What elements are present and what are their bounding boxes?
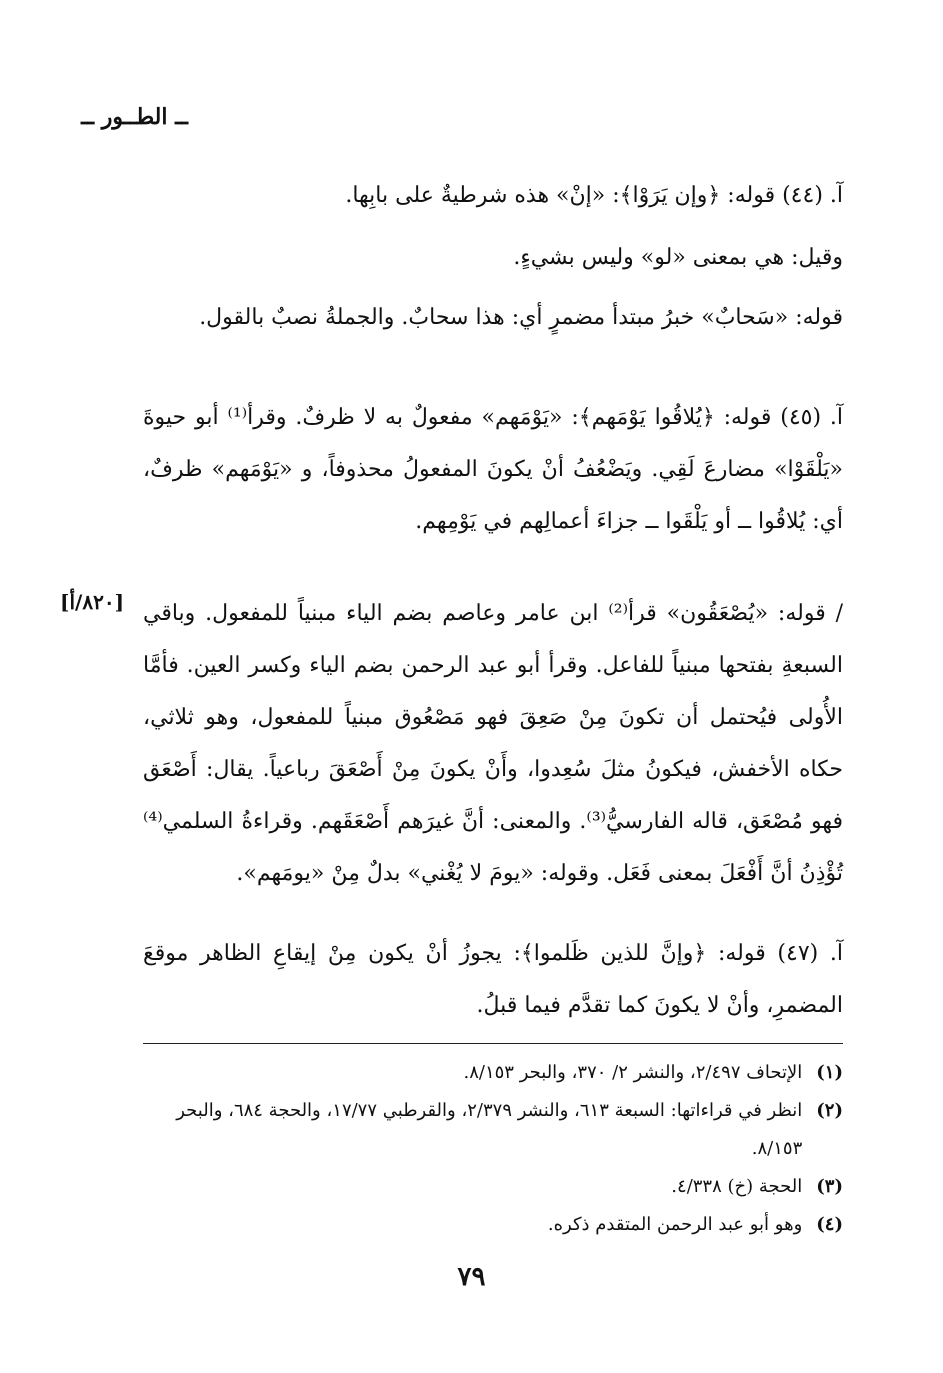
- footnote-text: الحجة (خ) ٤/٣٣٨.: [671, 1176, 803, 1197]
- footnote-text: وهو أبو عبد الرحمن المتقدم ذكره.: [547, 1214, 803, 1235]
- manuscript-folio-ref: [٨٢٠/أ]: [60, 590, 125, 614]
- footnote-text: الإتحاف ٢/٤٩٧، والنشر ٢/ ٣٧٠، والبحر ٨/١٥٣.: [463, 1062, 803, 1083]
- paragraph-text: آ. (٤٥) قوله: ﴿يُلاقُوا يَوْمَهم﴾: «يَوْمَهم» مفعولٌ به لا ظرفٌ. وقرأ⁽¹⁾ أبو حيوةَ «يَلْقَوْا» مضارعَ لَقِي. ويَضْعُفُ أنْ يكونَ المفعولُ محذوفاً، و «يَوْمَهم» ظرفٌ، أي: يُلاقُوا ــ أو يَلْقَوا ــ جزاءَ أعمالِهم في يَوْمِهم.: [143, 405, 843, 534]
- footnote-number: (٢): [816, 1100, 843, 1121]
- footnote-number: (٤): [816, 1214, 843, 1235]
- paragraph-47: [143, 928, 843, 1032]
- footnote-text: انظر في قراءاتها: السبعة ٦١٣، والنشر ٢/٣٧٩، والقرطبي ١٧/٧٧، والحجة ٦٨٤، والبحر ٨/١٥٣.: [176, 1100, 803, 1159]
- footnote-separator: [143, 1043, 843, 1044]
- paragraph-text: قوله: «سَحابٌ» خبرُ مبتدأ مضمرٍ أي: هذا سحابٌ. والجملةُ نصبٌ بالقول.: [199, 305, 843, 330]
- paragraph-text: وقيل: هي بمعنى «لو» وليس بشيءٍ.: [513, 245, 843, 270]
- paragraph-44-note: [143, 232, 843, 284]
- paragraph-text: آ. (٤٤) قوله: ﴿وإن يَرَوْا﴾: «إنْ» هذه شرطيةٌ على بابِها.: [345, 183, 843, 208]
- paragraph-46: [143, 588, 843, 900]
- paragraph-sahab: [143, 292, 843, 344]
- footnote-number: (٣): [816, 1176, 843, 1197]
- footnote-item: [143, 1206, 843, 1244]
- footnote-item: [143, 1092, 843, 1168]
- running-header: ــ الطــور ــ: [81, 104, 188, 130]
- footnote-item: [143, 1168, 843, 1206]
- paragraph-text: / قوله: «يُصْعَقُون» قرأ⁽²⁾ ابن عامر وعاصم بضم الياء مبنياً للمفعول. وباقي السبعةِ بفتحها مبنياً للفاعل. وقرأ أبو عبد الرحمن بضم الياء وكسر العين. فأمَّا الأُولى فيُحتمل أن تكونَ مِنْ صَعِقَ فهو مَصْعُوق مبنياً للمفعول، وهو ثلاثي، حكاه الأخفش، فيكونُ مثلَ سُعِدوا، وأَنْ يكونَ مِنْ أَصْعَقَ رباعياً. يقال: أَصْعَق فهو مُصْعَق، قاله الفارسيُّ⁽³⁾. والمعنى: أنَّ غيرَهم أَصْعَقَهم. وقراءةُ السلمي⁽⁴⁾ تُؤْذِنُ أنَّ أَفْعَلَ بمعنى فَعَل. وقوله: «يومَ لا يُغْني» بدلٌ مِنْ «يومَهم».: [143, 601, 843, 886]
- paragraph-44: [143, 170, 843, 222]
- footnotes: [143, 1054, 843, 1244]
- footnote-item: [143, 1054, 843, 1092]
- page-number: ٧٩: [457, 1262, 486, 1292]
- footnote-number: (١): [816, 1062, 843, 1083]
- paragraph-text: آ. (٤٧) قوله: ﴿وإنَّ للذين ظَلموا﴾: يجوزُ أنْ يكون مِنْ إيقاعِ الظاهر موقعَ المضمرِ، وأنْ لا يكونَ كما تقدَّم فيما قبلُ.: [143, 941, 843, 1018]
- paragraph-45: [143, 392, 843, 548]
